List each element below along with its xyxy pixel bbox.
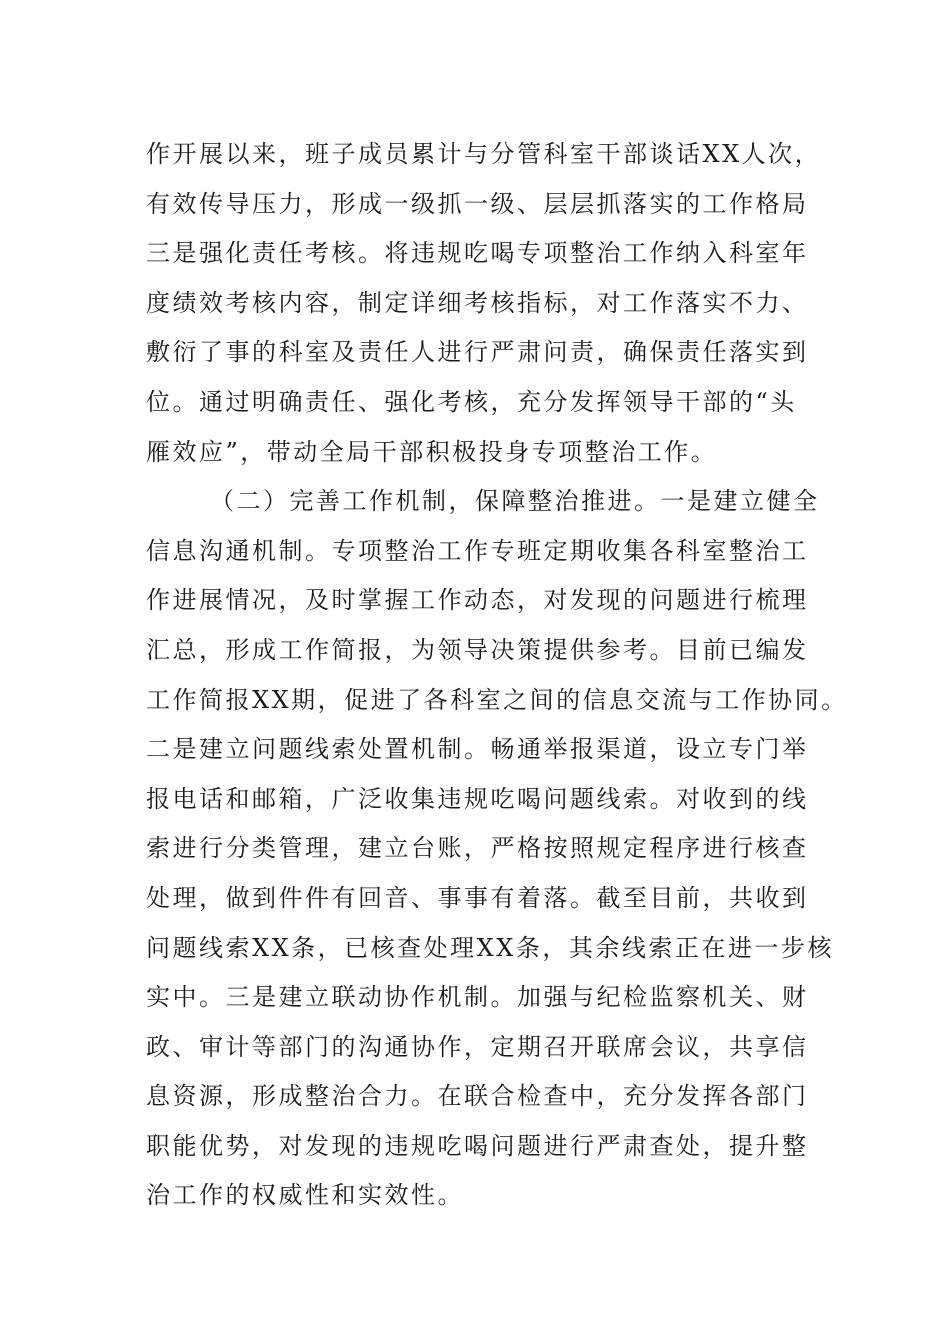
text-line: 汇总，形成工作简报，为领导决策提供参考。目前已编发 — [146, 635, 809, 664]
text-line: 问题线索XX条，已核查处理XX条，其余线索正在进一步核 — [146, 933, 834, 962]
section-heading-line: （二）完善工作机制，保障整治推进。一是建立健全 — [210, 487, 820, 516]
text-line: 雁效应”，带动全局干部积极投身专项整治工作。 — [146, 437, 718, 466]
text-line: 报电话和邮箱，广泛收集违规吃喝问题线索。对收到的线 — [146, 784, 809, 813]
text-line: 职能优势，对发现的违规吃喝问题进行严肃查处，提升整 — [146, 1131, 809, 1160]
text-line: 二是建立问题线索处置机制。畅通举报渠道，设立专门举 — [146, 735, 809, 764]
text-line: 息资源，形成整治合力。在联合检查中，充分发挥各部门 — [146, 1082, 809, 1111]
text-line: 位。通过明确责任、强化考核，充分发挥领导干部的“头 — [146, 387, 797, 416]
text-line: 有效传导压力，形成一级抓一级、层层抓落实的工作格局 — [146, 189, 809, 218]
text-line: 索进行分类管理，建立台账，严格按照规定程序进行核查 — [146, 834, 809, 863]
text-line: 敷衍了事的科室及责任人进行严肃问责，确保责任落实到 — [146, 338, 809, 367]
text-line: 作进展情况，及时掌握工作动态，对发现的问题进行梳理 — [146, 586, 809, 615]
body-text — [146, 130, 848, 1221]
text-line: 治工作的权威性和实效性。 — [146, 1181, 464, 1210]
text-line: 作开展以来，班子成员累计与分管科室干部谈话XX人次， — [146, 140, 822, 168]
text-line: 三是强化责任考核。将违规吃喝专项整治工作纳入科室年 — [146, 239, 809, 268]
text-line: 政、审计等部门的沟通协作，定期召开联席会议，共享信 — [146, 1032, 809, 1061]
text-line: 实中。三是建立联动协作机制。加强与纪检监察机关、财 — [146, 983, 809, 1012]
text-line: 信息沟通机制。专项整治工作专班定期收集各科室整治工 — [146, 536, 809, 565]
text-line: 度绩效考核内容，制定详细考核指标，对工作落实不力、 — [146, 288, 809, 317]
text-line: 工作简报XX期，促进了各科室之间的信息交流与工作协同。 — [146, 685, 848, 714]
text-line: 处理，做到件件有回音、事事有着落。截至目前，共收到 — [146, 883, 809, 912]
